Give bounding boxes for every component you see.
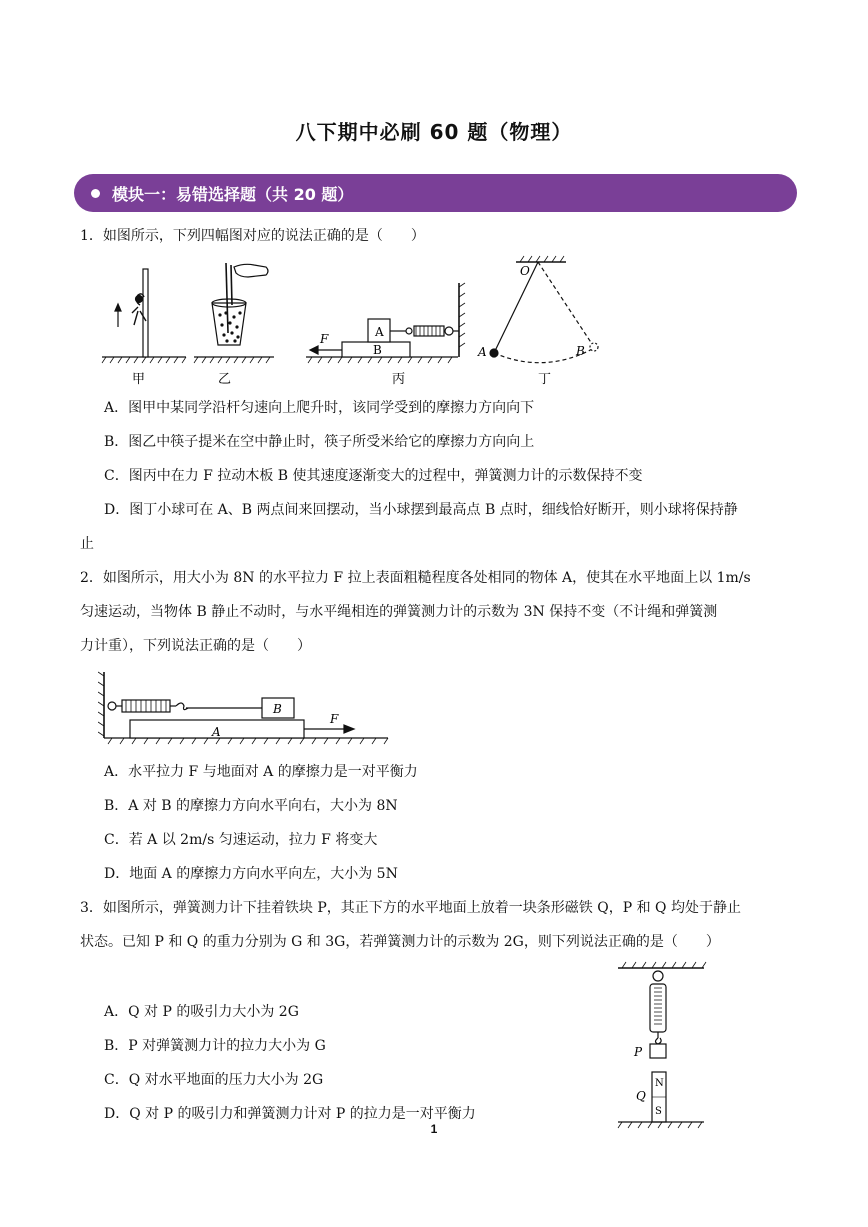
q1-fig-B: B (373, 343, 382, 357)
q2-option-c: C．若 A 以 2m/s 匀速运动，拉力 F 将变大 (104, 832, 378, 848)
section-title: 模块一：易错选择题（共 20 题） (112, 184, 354, 204)
page-title: 八下期中必刷 60 题（物理） (295, 120, 573, 144)
q2-stem-line2: 匀速运动，当物体 B 静止不动时，与水平绳相连的弹簧测力计的示数为 3N 保持不变（不计绳和弹簧测 (80, 604, 718, 620)
q3-fig-P: P (634, 1045, 643, 1059)
caption-bing: 丙 (392, 372, 406, 387)
q3-option-d: D．Q 对 P 的吸引力和弹簧测力计对 P 的拉力是一对平衡力 (104, 1106, 476, 1122)
q3-fig-Q: Q (636, 1089, 646, 1103)
q1-fig-F: F (320, 332, 329, 346)
q1-option-d: D．图丁小球可在 A、B 两点间来回摆动，当小球摆到最高点 B 点时，细线恰好断开，则小球将保持静 (104, 502, 738, 518)
caption-yi: 乙 (218, 372, 232, 387)
section-banner (74, 174, 797, 212)
q1-figure (96, 255, 616, 390)
q2-option-b: B．A 对 B 的摩擦力方向水平向右，大小为 8N (104, 798, 398, 814)
q1-stem: 1．如图所示，下列四幅图对应的说法正确的是（ ） (80, 228, 425, 244)
q1-fig-O: O (520, 264, 530, 278)
q2-stem-line3: 力计重），下列说法正确的是（ ） (80, 638, 311, 654)
q3-fig-S: S (655, 1106, 662, 1117)
q1-option-c: C．图丙中在力 F 拉动木板 B 使其速度逐渐变大的过程中，弹簧测力计的示数保持不变 (104, 468, 643, 484)
fig-yi (194, 263, 274, 363)
q3-stem-line1: 3．如图所示，弹簧测力计下挂着铁块 P，其正下方的水平地面上放着一块条形磁铁 Q，P 和 Q 均处于静止 (80, 900, 741, 916)
q3-figure (612, 958, 712, 1130)
q2-fig-A: A (212, 725, 221, 739)
q1-option-d-cont: 止 (80, 536, 94, 552)
q1-fig-A: A (375, 325, 384, 339)
q1-option-b: B．图乙中筷子提米在空中静止时，筷子所受米给它的摩擦力方向向上 (104, 434, 535, 450)
q2-fig-B: B (273, 702, 282, 716)
q2-option-a: A．水平拉力 F 与地面对 A 的摩擦力是一对平衡力 (104, 764, 418, 780)
q3-stem-line2: 状态。已知 P 和 Q 的重力分别为 G 和 3G，若弹簧测力计的示数为 2G，则下列说法正确的是（ ） (80, 934, 720, 950)
q1-fig-B2: B (576, 344, 585, 358)
q3-option-c: C．Q 对水平地面的压力大小为 2G (104, 1072, 324, 1088)
q1-option-a: A．图甲中某同学沿杆匀速向上爬升时，该同学受到的摩擦力方向向下 (104, 400, 535, 416)
q2-option-d: D．地面 A 的摩擦力方向水平向左，大小为 5N (104, 866, 398, 882)
caption-ding: 丁 (538, 372, 552, 387)
fig-jia (102, 269, 186, 363)
caption-jia: 甲 (132, 372, 146, 387)
q2-fig-F: F (330, 712, 339, 726)
q2-figure (98, 668, 398, 748)
q3-option-b: B．P 对弹簧测力计的拉力大小为 G (104, 1038, 326, 1054)
page-number: 1 (430, 1122, 438, 1136)
q2-stem-line1: 2．如图所示，用大小为 8N 的水平拉力 F 拉上表面粗糙程度各处相同的物体 A，使其在水平地面上以 1m/s (80, 570, 751, 586)
fig-bing (306, 283, 465, 363)
q3-fig-N: N (655, 1078, 664, 1089)
q1-fig-A2: A (478, 345, 487, 359)
bullet-icon (91, 189, 100, 198)
q3-option-a: A．Q 对 P 的吸引力大小为 2G (104, 1004, 299, 1020)
